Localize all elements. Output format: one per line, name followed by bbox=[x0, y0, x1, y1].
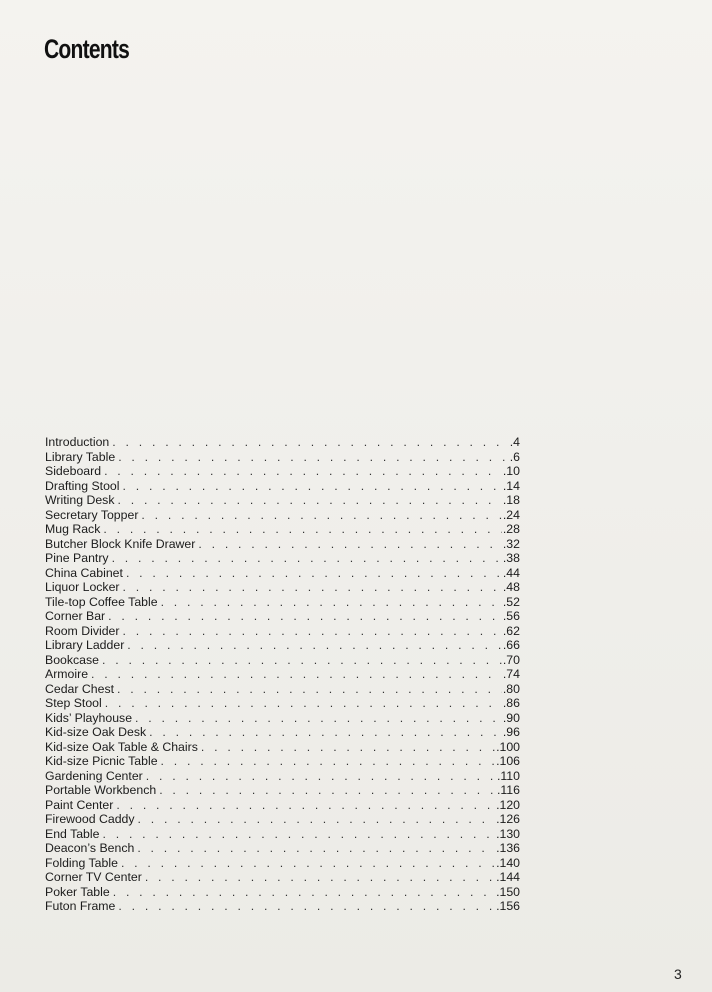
toc-entry-title: Folding Table bbox=[45, 855, 118, 870]
dot-leader bbox=[113, 885, 495, 900]
toc-entry-title: Cedar Chest bbox=[45, 681, 115, 696]
toc-entry-page: .106 bbox=[496, 754, 520, 768]
toc-entry-title: Firewood Caddy bbox=[45, 812, 135, 826]
dot-leader bbox=[104, 464, 502, 479]
toc-entry-title: Butcher Block Knife Drawer bbox=[45, 536, 196, 551]
toc-entry-title: Futon Frame bbox=[45, 899, 116, 913]
toc-entry-title: Step Stool bbox=[45, 696, 102, 710]
toc-entry-page: .150 bbox=[496, 884, 520, 899]
toc-entry-page: .100 bbox=[496, 739, 520, 754]
toc-entry bbox=[45, 682, 520, 697]
toc-entry-page: .14 bbox=[502, 478, 520, 493]
page-title: Contents bbox=[44, 34, 130, 64]
toc-entry bbox=[45, 812, 520, 827]
toc-entry bbox=[45, 725, 520, 740]
toc-entry bbox=[45, 450, 520, 465]
dot-leader bbox=[118, 899, 495, 914]
toc-entry-page: .66 bbox=[502, 638, 520, 652]
toc-entry-page: .156 bbox=[496, 899, 520, 913]
toc-entry bbox=[45, 667, 520, 682]
toc-entry bbox=[45, 493, 520, 508]
dot-leader bbox=[108, 609, 502, 624]
dot-leader bbox=[123, 580, 502, 595]
toc-entry-page: .120 bbox=[496, 797, 520, 812]
dot-leader bbox=[105, 696, 502, 711]
toc-entry-title: Pine Pantry bbox=[45, 551, 109, 565]
toc-entry-page: .32 bbox=[502, 536, 520, 551]
toc-entry-page: .4 bbox=[509, 435, 520, 449]
toc-entry-title: End Table bbox=[45, 826, 100, 841]
toc-entry-page: .74 bbox=[502, 667, 520, 681]
dot-leader bbox=[138, 812, 496, 827]
toc-entry-title: Deacon’s Bench bbox=[45, 841, 135, 855]
toc-entry-page: .130 bbox=[496, 826, 520, 841]
toc-entry bbox=[45, 609, 520, 624]
toc-entry bbox=[45, 885, 520, 900]
toc-entry bbox=[45, 479, 520, 494]
dot-leader bbox=[149, 725, 502, 740]
table-of-contents bbox=[45, 435, 520, 914]
dot-leader bbox=[102, 827, 495, 842]
toc-entry-page: .24 bbox=[502, 507, 520, 522]
toc-entry-page: .144 bbox=[496, 870, 520, 884]
toc-entry-page: .18 bbox=[502, 493, 520, 507]
dot-leader bbox=[112, 551, 502, 566]
dot-leader bbox=[121, 856, 495, 871]
dot-leader bbox=[91, 667, 502, 682]
toc-entry-title: Tile-top Coffee Table bbox=[45, 594, 158, 609]
page-number: 3 bbox=[674, 966, 682, 982]
toc-entry-page: .86 bbox=[502, 696, 520, 710]
dot-leader bbox=[116, 798, 495, 813]
toc-entry-title: Mug Rack bbox=[45, 522, 101, 536]
toc-entry bbox=[45, 464, 520, 479]
toc-entry-page: .90 bbox=[502, 710, 520, 725]
toc-entry bbox=[45, 551, 520, 566]
toc-entry-page: .6 bbox=[509, 449, 520, 464]
dot-leader bbox=[117, 493, 501, 508]
toc-entry bbox=[45, 522, 520, 537]
toc-entry-page: .96 bbox=[502, 725, 520, 739]
dot-leader bbox=[117, 682, 502, 697]
toc-entry bbox=[45, 899, 520, 914]
toc-entry-title: Secretary Topper bbox=[45, 507, 139, 522]
toc-entry-page: .116 bbox=[496, 783, 520, 797]
toc-entry-page: .136 bbox=[496, 841, 520, 855]
dot-leader bbox=[102, 653, 502, 668]
toc-entry bbox=[45, 508, 520, 523]
toc-entry-page: .48 bbox=[502, 580, 520, 594]
toc-entry-title: China Cabinet bbox=[45, 565, 123, 580]
toc-entry bbox=[45, 754, 520, 769]
toc-entry-title: Introduction bbox=[45, 435, 110, 449]
toc-entry-page: .28 bbox=[502, 522, 520, 536]
dot-leader bbox=[135, 711, 502, 726]
dot-leader bbox=[137, 841, 495, 856]
toc-entry-page: .110 bbox=[496, 768, 520, 783]
toc-entry-title: Corner Bar bbox=[45, 609, 106, 623]
toc-entry-title: Library Ladder bbox=[45, 638, 125, 652]
toc-entry bbox=[45, 783, 520, 798]
toc-entry bbox=[45, 856, 520, 871]
toc-entry-title: Corner TV Center bbox=[45, 870, 142, 884]
dot-leader bbox=[103, 522, 502, 537]
dot-leader bbox=[112, 435, 508, 450]
toc-entry-page: .10 bbox=[502, 464, 520, 478]
toc-entry-title: Drafting Stool bbox=[45, 478, 120, 493]
toc-entry bbox=[45, 537, 520, 552]
toc-entry bbox=[45, 711, 520, 726]
toc-entry-page: .70 bbox=[502, 652, 520, 667]
toc-entry-page: .56 bbox=[502, 609, 520, 623]
toc-entry bbox=[45, 870, 520, 885]
dot-leader bbox=[161, 754, 496, 769]
toc-entry bbox=[45, 435, 520, 450]
toc-entry-title: Gardening Center bbox=[45, 768, 143, 783]
dot-leader bbox=[159, 783, 496, 798]
dot-leader bbox=[146, 769, 496, 784]
toc-entry bbox=[45, 580, 520, 595]
toc-entry bbox=[45, 841, 520, 856]
toc-entry-title: Kid-size Picnic Table bbox=[45, 754, 158, 768]
toc-entry-title: Kid-size Oak Table & Chairs bbox=[45, 739, 198, 754]
toc-entry-title: Liquor Locker bbox=[45, 580, 120, 594]
toc-entry-title: Kid-size Oak Desk bbox=[45, 725, 147, 739]
toc-entry-page: .38 bbox=[502, 551, 520, 565]
dot-leader bbox=[126, 566, 502, 581]
toc-entry-page: .126 bbox=[496, 812, 520, 826]
toc-entry-title: Paint Center bbox=[45, 797, 114, 812]
toc-entry bbox=[45, 638, 520, 653]
dot-leader bbox=[122, 624, 501, 639]
toc-entry bbox=[45, 798, 520, 813]
toc-entry-title: Library Table bbox=[45, 449, 116, 464]
toc-entry-title: Poker Table bbox=[45, 884, 110, 899]
toc-entry-title: Writing Desk bbox=[45, 493, 115, 507]
toc-entry-title: Room Divider bbox=[45, 623, 120, 638]
toc-entry-title: Kids’ Playhouse bbox=[45, 710, 133, 725]
toc-entry bbox=[45, 653, 520, 668]
toc-entry-page: .52 bbox=[502, 594, 520, 609]
dot-leader bbox=[145, 870, 495, 885]
toc-entry-title: Portable Workbench bbox=[45, 783, 157, 797]
toc-entry bbox=[45, 827, 520, 842]
dot-leader bbox=[141, 508, 501, 523]
toc-entry-page: .44 bbox=[502, 565, 520, 580]
toc-entry bbox=[45, 740, 520, 755]
toc-entry-title: Armoire bbox=[45, 667, 89, 681]
toc-entry bbox=[45, 566, 520, 581]
toc-entry-page: .80 bbox=[502, 681, 520, 696]
toc-entry-page: .62 bbox=[502, 623, 520, 638]
toc-entry bbox=[45, 624, 520, 639]
dot-leader bbox=[127, 638, 502, 653]
toc-entry-title: Bookcase bbox=[45, 652, 100, 667]
dot-leader bbox=[118, 450, 509, 465]
toc-entry bbox=[45, 769, 520, 784]
toc-entry-title: Sideboard bbox=[45, 464, 102, 478]
toc-entry bbox=[45, 696, 520, 711]
dot-leader bbox=[201, 740, 495, 755]
toc-entry-page: .140 bbox=[496, 855, 520, 870]
dot-leader bbox=[161, 595, 502, 610]
dot-leader bbox=[123, 479, 502, 494]
dot-leader bbox=[198, 537, 502, 552]
toc-entry bbox=[45, 595, 520, 610]
